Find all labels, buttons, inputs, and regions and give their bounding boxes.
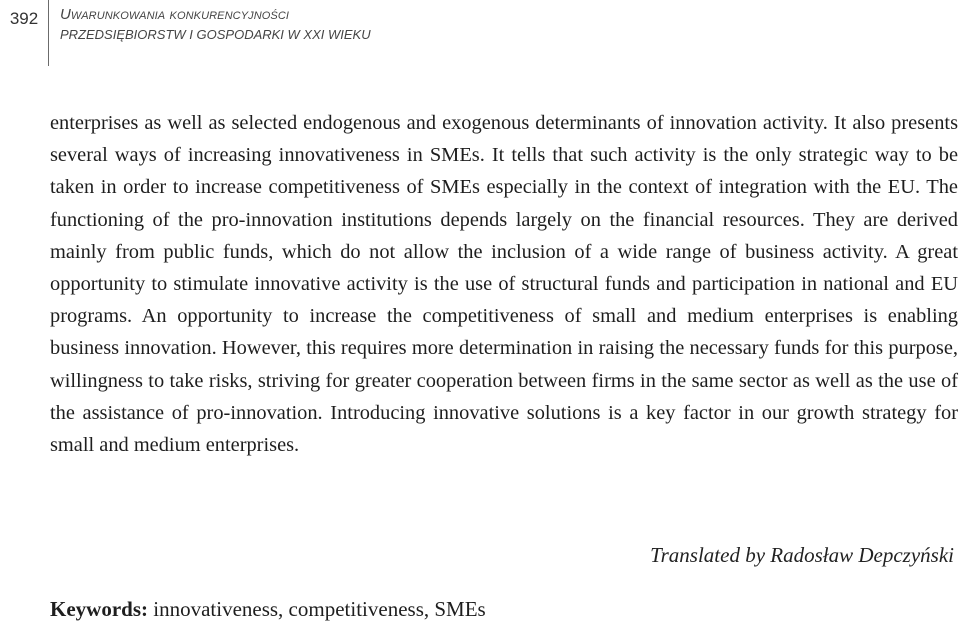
page-header	[0, 0, 960, 66]
page-number: 392	[9, 9, 39, 28]
header-divider	[48, 0, 49, 66]
journal-subtitle: PRZEDSIĘBIORSTW I GOSPODARKI W XXI WIEKU	[60, 27, 371, 42]
keywords-label: Keywords:	[50, 597, 148, 621]
keywords-line	[50, 597, 486, 622]
translator-credit: Translated by Radosław Depczyński	[650, 543, 954, 567]
journal-title: Uwarunkowania konkurencyjności	[60, 6, 290, 23]
abstract-paragraph: enterprises as well as selected endogenous and exogenous determinants of innovation activity. It also presents several ways of increasing innovativeness in SMEs. It tells that such activity is the only strategic way to be taken in order to increase competitiveness of SMEs especially in the context of integration with the EU. The functioning of the pro-innovation institutions depends largely on the financial resources. They are derived mainly from public funds, which do not allow the inclusion of a wide range of business activity. A great opportunity to stimulate innovative activity is the use of structural funds and participation in national and EU programs. An opportunity to increase the competitiveness of small and medium enterprises is enabling business innovation. However, this requires more determination in raising the necessary funds for this purpose, willingness to take risks, striving for greater cooperation between firms in the same sector as well as the use of the assistance of pro-innovation. Introducing innovative solutions is a key factor in our growth strategy for small and medium enterprises.	[50, 112, 958, 457]
keywords-value: innovativeness, competitiveness, SMEs	[148, 597, 486, 621]
